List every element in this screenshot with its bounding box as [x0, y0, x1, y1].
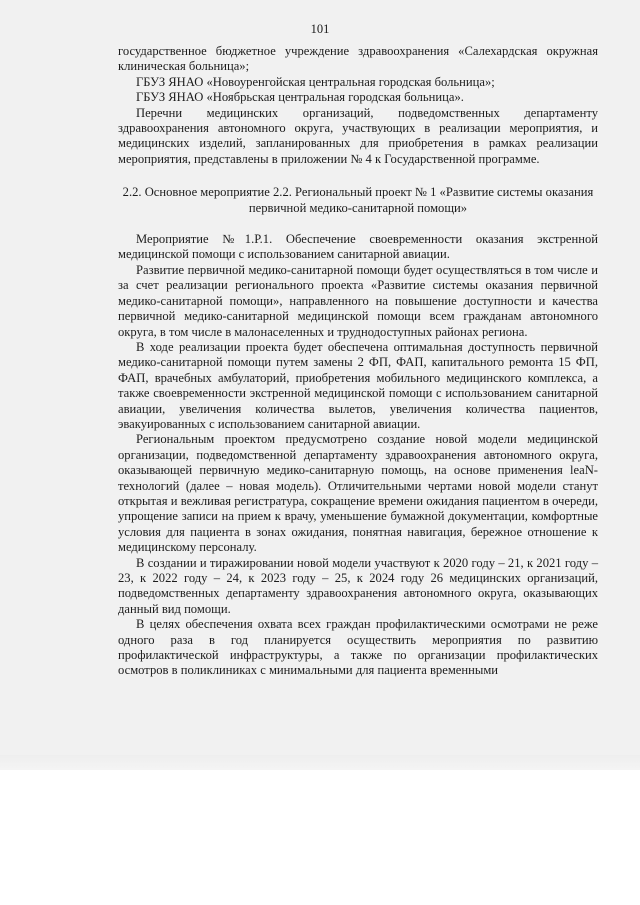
paragraph-hospital-novy-urengoy: ГБУЗ ЯНАО «Новоуренгойская центральная городская больница»; — [136, 74, 495, 89]
page-number: 101 — [310, 22, 330, 36]
paragraph-organization-lists: Перечни медицинских организаций, подведомственных департаменту здравоохранения автономного округа, участвующих в реализации мероприятия, и медицинских изделий, запланированных для приобретения в рамках реализации мероприятия, представлены в приложении № 4 к Государственной программе. — [118, 105, 598, 166]
paragraph-project-implementation: В ходе реализации проекта будет обеспечена оптимальная доступность первичной медико-санитарной помощи путем замены 2 ФП, ФАП, капитального ремонта 15 ФП, ФАП, врачебных амбулаторий, приобретения мобильного медицинского комплекса, а также своевременности экстренной медицинской помощи с использованием санитарной авиации, увеличения количества вылетов, увеличения количества пациентов, эвакуированных с использованием санитарной авиации. — [118, 339, 598, 431]
paragraph-preventive-examinations: В целях обеспечения охвата всех граждан профилактическими осмотрами не реже одного раза в год планируется осуществить мероприятия по развитию профилактической инфраструктуры, а также по организации профилактических осмотров в поликлиниках с минимальными для пациента временными — [118, 617, 598, 678]
paragraph-hospital-noyabrsk: ГБУЗ ЯНАО «Ноябрьская центральная городская больница». — [136, 90, 464, 105]
paragraph-new-model: Региональным проектом предусмотрено создание новой модели медицинской организации, подведомственной департаменту здравоохранения автономного округа, оказывающей первичную медико-санитарную помощь, на основе применения leaN-технологий (далее – новая модель). Отличительными чертами новой модели станут открытая и вежливая регистратура, сокращение времени ожидания пациентом в очереди, упрощение записи на прием к врачу, уменьшение бумажной документации, комфортные условия для пациента в зонах ожидания, понятная навигация, бережное отношение к медицинскому персоналу. — [118, 432, 598, 555]
paragraph-model-replication: В создании и тиражировании новой модели участвуют к 2020 году – 21, к 2021 году – 23, к 2022 году – 24, к 2023 году – 25, к 2024 году 26 медицинских организаций, подведомственных департаменту здравоохранения автономного округа, оказывающих данный вид помощи. — [118, 555, 598, 616]
scan-bottom-edge — [0, 755, 640, 770]
paragraph-primary-care-development: Развитие первичной медико-санитарной помощи будет осуществляться в том числе и за счет реализации регионального проекта «Развитие системы оказания первичной медико-санитарной помощи», направленного на повышение доступности и качества первичной медико-санитарной медицинской помощи всем гражданам автономного округа, в том числе в малонаселенных и труднодоступных районах региона. — [118, 262, 598, 339]
section-heading: 2.2. Основное мероприятие 2.2. Региональный проект № 1 «Развитие системы оказания первичной медико-санитарной помощи» — [122, 185, 594, 215]
paragraph-hospital-salekhard: государственное бюджетное учреждение здравоохранения «Салехардская окружная клиническая больница»; — [118, 44, 598, 74]
paragraph-measure-1p1: Мероприятие №1.Р.1. Обеспечение своевременности оказания экстренной медицинской помощи с использованием санитарной авиации. — [118, 232, 598, 262]
document-body — [118, 44, 598, 679]
